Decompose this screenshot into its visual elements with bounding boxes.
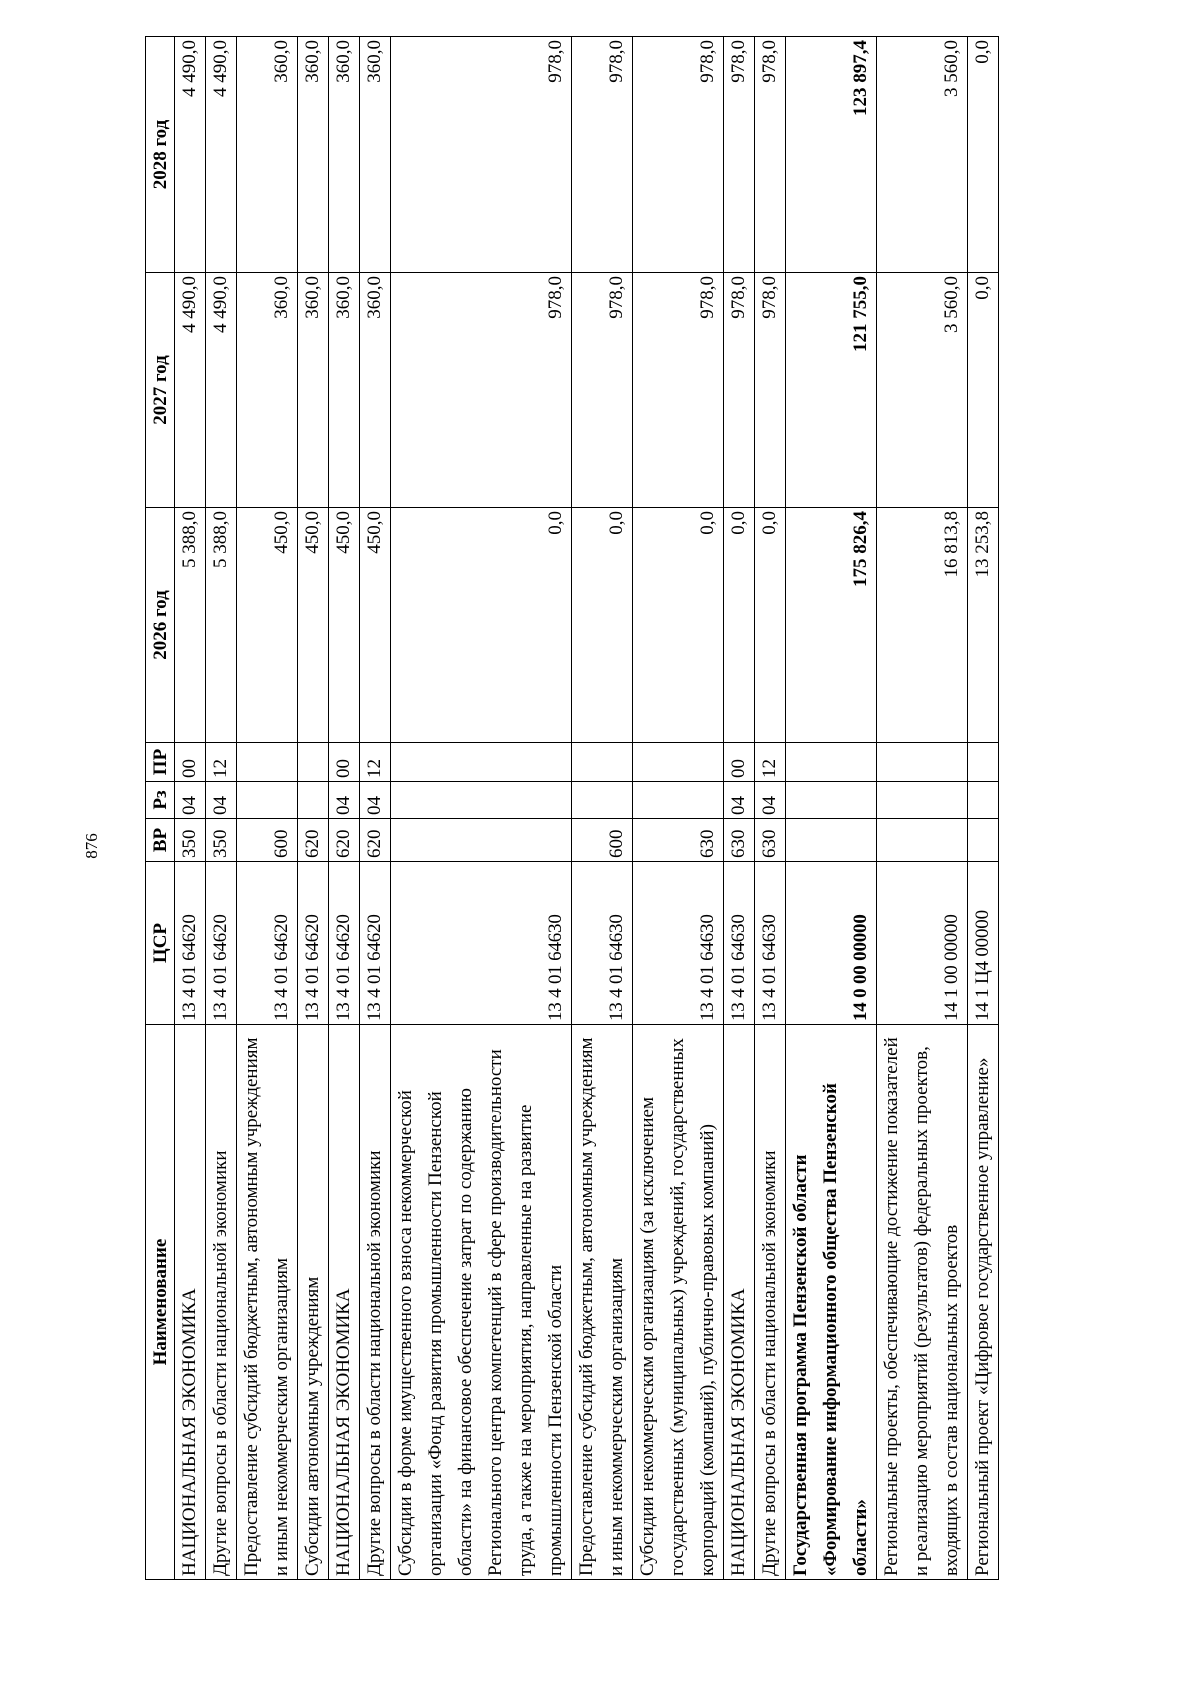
cell-name: Субсидии автономным учреждениям xyxy=(298,1025,329,1580)
header-2027: 2027 год xyxy=(146,273,175,508)
cell-pr xyxy=(572,743,633,782)
cell-rz: 04 xyxy=(329,782,360,819)
cell-csr: 13 4 01 64630 xyxy=(391,862,572,1025)
cell-csr: 13 4 01 64620 xyxy=(298,862,329,1025)
table-row xyxy=(175,37,206,1580)
cell-name: Региональные проекты, обеспечивающие достижение показателей и реализацию мероприятий (результатов) федеральных проектов, входящих в состав национальных проектов xyxy=(877,1025,968,1580)
cell-csr: 13 4 01 64620 xyxy=(175,862,206,1025)
table-row xyxy=(786,37,877,1580)
header-name: Наименование xyxy=(146,1025,175,1580)
cell-vr: 630 xyxy=(633,819,724,862)
cell-2028: 3 560,0 xyxy=(877,37,968,273)
table-row xyxy=(237,37,298,1580)
cell-csr: 13 4 01 64630 xyxy=(755,862,786,1025)
cell-2028: 360,0 xyxy=(298,37,329,273)
cell-name: Другие вопросы в области национальной экономики xyxy=(755,1025,786,1580)
cell-2028: 4 490,0 xyxy=(175,37,206,273)
cell-2027: 978,0 xyxy=(572,273,633,508)
table-row xyxy=(360,37,391,1580)
cell-rz xyxy=(298,782,329,819)
cell-2026: 450,0 xyxy=(360,508,391,743)
cell-pr xyxy=(877,743,968,782)
cell-rz: 04 xyxy=(175,782,206,819)
cell-2027: 978,0 xyxy=(391,273,572,508)
cell-vr: 630 xyxy=(755,819,786,862)
cell-csr: 13 4 01 64620 xyxy=(360,862,391,1025)
cell-name: Другие вопросы в области национальной экономики xyxy=(206,1025,237,1580)
table-row xyxy=(877,37,968,1580)
cell-rz xyxy=(572,782,633,819)
cell-name: НАЦИОНАЛЬНАЯ ЭКОНОМИКА xyxy=(724,1025,755,1580)
header-2028: 2028 год xyxy=(146,37,175,273)
cell-rz xyxy=(786,782,877,819)
cell-2028: 978,0 xyxy=(755,37,786,273)
cell-vr: 620 xyxy=(329,819,360,862)
cell-2027: 978,0 xyxy=(755,273,786,508)
cell-pr xyxy=(786,743,877,782)
cell-2028: 978,0 xyxy=(724,37,755,273)
cell-name: НАЦИОНАЛЬНАЯ ЭКОНОМИКА xyxy=(175,1025,206,1580)
cell-name: Субсидии некоммерческим организациям (за исключением государственных (муниципальных) учреждений, государственных корпораций (компаний), публично-правовых компаний) xyxy=(633,1025,724,1580)
cell-name: Предоставление субсидий бюджетным, автономным учреждениям и иным некоммерческим организациям xyxy=(237,1025,298,1580)
cell-pr: 00 xyxy=(175,743,206,782)
cell-name: Другие вопросы в области национальной экономики xyxy=(360,1025,391,1580)
cell-csr: 13 4 01 64630 xyxy=(633,862,724,1025)
table-row xyxy=(968,37,999,1580)
cell-2026: 16 813,8 xyxy=(877,508,968,743)
cell-pr: 00 xyxy=(724,743,755,782)
cell-csr: 13 4 01 64620 xyxy=(206,862,237,1025)
cell-2028: 360,0 xyxy=(360,37,391,273)
cell-2026: 5 388,0 xyxy=(175,508,206,743)
cell-pr xyxy=(633,743,724,782)
cell-name: Субсидии в форме имущественного взноса некоммерческой организации «Фонд развития промышленности Пензенской области» на финансовое обеспечение затрат по содержанию Регионального центра компетенций в сфере производительности труда, а также на мероприятия, направленные на развитие промышленности Пензенской области xyxy=(391,1025,572,1580)
cell-2027: 978,0 xyxy=(724,273,755,508)
budget-table xyxy=(145,36,999,1580)
cell-rz xyxy=(877,782,968,819)
cell-pr: 12 xyxy=(360,743,391,782)
header-rz: Рз xyxy=(146,782,175,819)
header-row xyxy=(146,37,175,1580)
cell-csr: 14 0 00 00000 xyxy=(786,862,877,1025)
cell-2026: 5 388,0 xyxy=(206,508,237,743)
table-row xyxy=(755,37,786,1580)
table-body xyxy=(175,37,999,1580)
cell-vr: 350 xyxy=(175,819,206,862)
cell-pr xyxy=(968,743,999,782)
cell-2027: 4 490,0 xyxy=(206,273,237,508)
cell-2027: 360,0 xyxy=(329,273,360,508)
cell-vr: 620 xyxy=(298,819,329,862)
cell-2026: 450,0 xyxy=(329,508,360,743)
table-row xyxy=(391,37,572,1580)
header-vr: ВР xyxy=(146,819,175,862)
cell-2026: 450,0 xyxy=(237,508,298,743)
cell-vr: 600 xyxy=(237,819,298,862)
cell-name: Региональный проект «Цифровое государственное управление» xyxy=(968,1025,999,1580)
cell-rz xyxy=(633,782,724,819)
cell-vr xyxy=(391,819,572,862)
cell-2026: 0,0 xyxy=(724,508,755,743)
cell-2026: 0,0 xyxy=(755,508,786,743)
cell-2027: 3 560,0 xyxy=(877,273,968,508)
cell-2026: 175 826,4 xyxy=(786,508,877,743)
cell-pr: 12 xyxy=(206,743,237,782)
cell-pr xyxy=(391,743,572,782)
cell-csr: 13 4 01 64620 xyxy=(237,862,298,1025)
cell-csr: 14 1 Ц4 00000 xyxy=(968,862,999,1025)
cell-rz: 04 xyxy=(755,782,786,819)
cell-2027: 978,0 xyxy=(633,273,724,508)
cell-2028: 360,0 xyxy=(237,37,298,273)
cell-2028: 4 490,0 xyxy=(206,37,237,273)
header-pr: ПР xyxy=(146,743,175,782)
cell-2027: 121 755,0 xyxy=(786,273,877,508)
cell-2027: 360,0 xyxy=(298,273,329,508)
cell-csr: 14 1 00 00000 xyxy=(877,862,968,1025)
table-row xyxy=(298,37,329,1580)
cell-2028: 0,0 xyxy=(968,37,999,273)
cell-vr: 600 xyxy=(572,819,633,862)
cell-vr xyxy=(786,819,877,862)
cell-2026: 450,0 xyxy=(298,508,329,743)
cell-name: Государственная программа Пензенской области «Формирование информационного общества Пензенской области» xyxy=(786,1025,877,1580)
cell-2028: 123 897,4 xyxy=(786,37,877,273)
cell-2027: 0,0 xyxy=(968,273,999,508)
cell-2028: 360,0 xyxy=(329,37,360,273)
cell-pr xyxy=(237,743,298,782)
table-row xyxy=(329,37,360,1580)
cell-pr: 12 xyxy=(755,743,786,782)
cell-2027: 4 490,0 xyxy=(175,273,206,508)
cell-2027: 360,0 xyxy=(360,273,391,508)
cell-rz: 04 xyxy=(724,782,755,819)
cell-2026: 0,0 xyxy=(391,508,572,743)
cell-csr: 13 4 01 64630 xyxy=(572,862,633,1025)
cell-rz xyxy=(391,782,572,819)
cell-vr: 350 xyxy=(206,819,237,862)
cell-2027: 360,0 xyxy=(237,273,298,508)
cell-rz: 04 xyxy=(360,782,391,819)
cell-vr: 620 xyxy=(360,819,391,862)
cell-2028: 978,0 xyxy=(633,37,724,273)
cell-name: НАЦИОНАЛЬНАЯ ЭКОНОМИКА xyxy=(329,1025,360,1580)
cell-vr: 630 xyxy=(724,819,755,862)
cell-2026: 0,0 xyxy=(633,508,724,743)
cell-2028: 978,0 xyxy=(572,37,633,273)
rotated-table-container xyxy=(145,37,1060,1580)
cell-2028: 978,0 xyxy=(391,37,572,273)
cell-rz: 04 xyxy=(206,782,237,819)
cell-vr xyxy=(877,819,968,862)
cell-csr: 13 4 01 64620 xyxy=(329,862,360,1025)
cell-name: Предоставление субсидий бюджетным, автономным учреждениям и иным некоммерческим организациям xyxy=(572,1025,633,1580)
cell-pr: 00 xyxy=(329,743,360,782)
cell-2026: 0,0 xyxy=(572,508,633,743)
cell-csr: 13 4 01 64630 xyxy=(724,862,755,1025)
cell-rz xyxy=(968,782,999,819)
header-2026: 2026 год xyxy=(146,508,175,743)
table-row xyxy=(572,37,633,1580)
cell-rz xyxy=(237,782,298,819)
cell-vr xyxy=(968,819,999,862)
cell-2026: 13 253,8 xyxy=(968,508,999,743)
table-row xyxy=(633,37,724,1580)
header-csr: ЦСР xyxy=(146,862,175,1025)
table-row xyxy=(206,37,237,1580)
table-row xyxy=(724,37,755,1580)
cell-pr xyxy=(298,743,329,782)
page-number: 876 xyxy=(82,833,101,859)
